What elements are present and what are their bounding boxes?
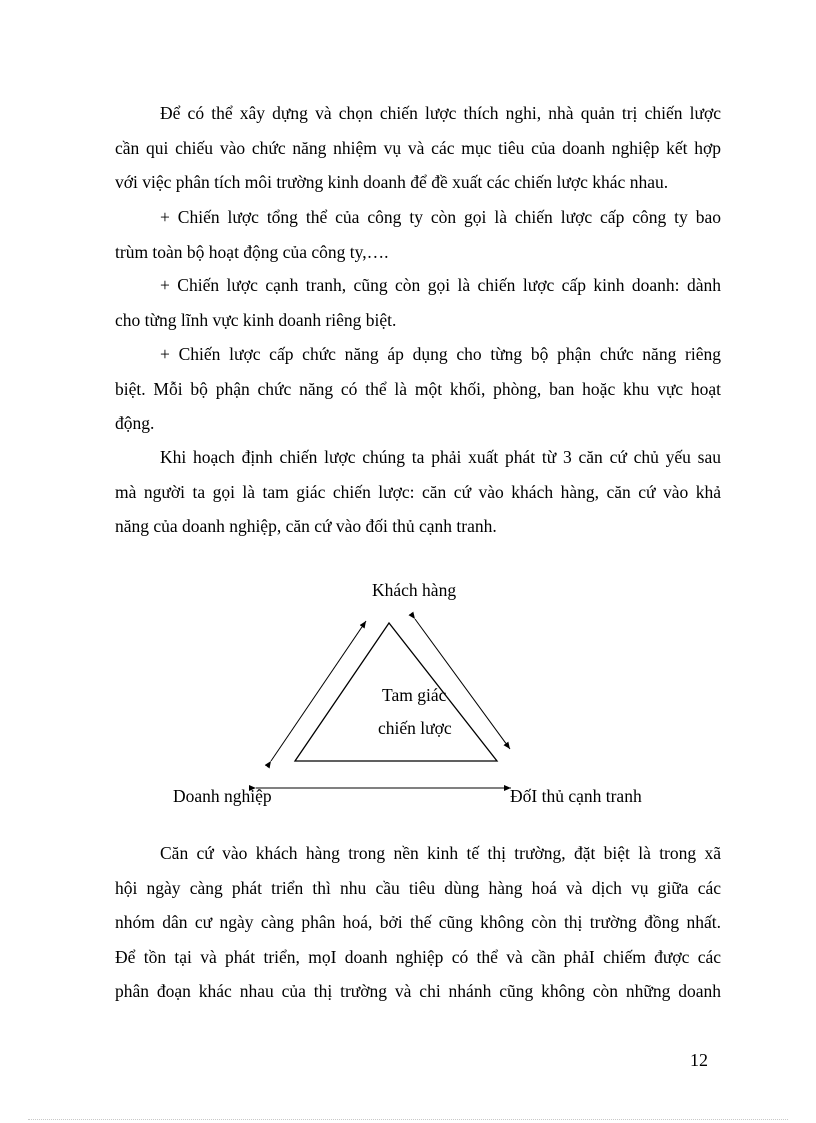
label-company: Doanh nghiệp (173, 786, 272, 806)
page-number: 12 (690, 1050, 708, 1070)
text-line: cần qui chiếu vào chức năng nhiệm vụ và các mục tiêu của doanh nghiệp kết hợp (115, 137, 721, 158)
text-line: cho từng lĩnh vực kinh doanh riêng biệt. (115, 309, 397, 330)
text-line: + Chiến lược tổng thể của công ty còn gọi là chiến lược cấp công ty bao (160, 207, 721, 227)
text-line: mà người ta gọi là tam giác chiến lược: căn cứ vào khách hàng, căn cứ vào khả (115, 481, 721, 502)
text-line: + Chiến lược cạnh tranh, cũng còn gọi là chiến lược cấp kinh doanh: dành (160, 275, 721, 295)
text-line: trùm toàn bộ hoạt động của công ty,…. (115, 241, 389, 262)
label-triangle-title: Tam giác (382, 685, 447, 705)
text-line: biệt. Mỗi bộ phận chức năng có thể là một khối, phòng, ban hoặc khu vực hoạt (115, 378, 721, 399)
text-line: nhóm dân cư ngày càng phân hoá, bởi thế cũng không còn thị trường đồng nhất. (115, 912, 721, 932)
text-line: Khi hoạch định chiến lược chúng ta phải xuất phát từ 3 căn cứ chủ yếu sau (160, 447, 721, 467)
label-customers: Khách hàng (372, 580, 457, 600)
text-line: với việc phân tích môi trường kinh doanh để đề xuất các chiến lược khác nhau. (115, 172, 669, 192)
text-line: hội ngày càng phát triển thì nhu cầu tiêu dùng hàng hoá và dịch vụ giữa các (115, 877, 721, 898)
text-line: Để có thể xây dựng và chọn chiến lược thích nghi, nhà quản trị chiến lược (160, 103, 721, 123)
label-competitors: ĐốI thủ cạnh tranh (510, 786, 642, 806)
text-line: Căn cứ vào khách hàng trong nền kinh tế thị trường, đặt biệt là trong xã (160, 843, 721, 863)
text-line: phân đoạn khác nhau của thị trường và chi nhánh cũng không còn những doanh (115, 981, 721, 1001)
label-triangle-subtitle: chiến lược (378, 718, 452, 738)
text-line: năng của doanh nghiệp, căn cứ vào đối thủ cạnh tranh. (115, 516, 497, 536)
arrow-left-double (271, 621, 366, 761)
text-line: động. (115, 413, 155, 433)
paragraph-customer-basis (115, 836, 721, 1009)
text-line: + Chiến lược cấp chức năng áp dụng cho từng bộ phận chức năng riêng (160, 344, 721, 364)
footer-divider (28, 1119, 788, 1120)
text-line: Để tồn tại và phát triển, mọI doanh nghiệp có thể và cần phảI chiếm được các (115, 946, 721, 967)
